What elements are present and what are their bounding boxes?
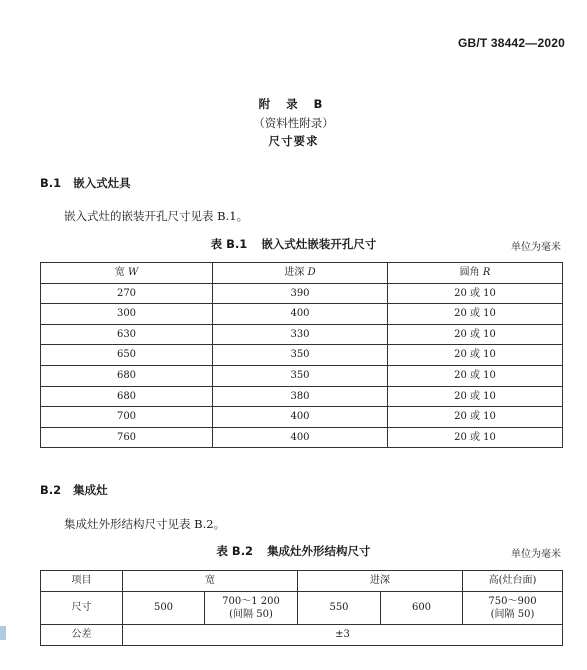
cell-radius: 20 或 10 (388, 365, 563, 386)
cell-depth: 330 (213, 324, 388, 345)
depth-value-1: 550 (298, 592, 381, 625)
height-value: 750～900 (间隔 50) (463, 592, 563, 625)
table-row (41, 365, 563, 386)
cell-width: 680 (41, 365, 213, 386)
cell-radius: 20 或 10 (388, 324, 563, 345)
cell-radius: 20 或 10 (388, 407, 563, 428)
cell-width: 700 (41, 407, 213, 428)
cell-width: 300 (41, 304, 213, 325)
section-b1-title: 嵌入式灶具 (73, 176, 131, 190)
cell-radius: 20 或 10 (388, 386, 563, 407)
cell-depth: 400 (213, 407, 388, 428)
cell-depth: 350 (213, 365, 388, 386)
header-radius: 圆角 R (388, 263, 563, 284)
width-value-1: 500 (123, 592, 205, 625)
table-row (41, 283, 563, 304)
cell-width: 270 (41, 283, 213, 304)
header-width: 宽 W (41, 263, 213, 284)
section-b2-text: 集成灶外形结构尺寸见表 B.2。 (64, 517, 226, 531)
section-b1-heading (40, 175, 131, 191)
header-item: 项目 (41, 571, 123, 592)
table-b2-tolerance-row (41, 625, 563, 646)
table-row (41, 427, 563, 448)
standard-code: GB/T 38442—2020 (457, 36, 565, 50)
table-b2-caption (0, 543, 587, 559)
header-height: 高(灶台面) (463, 571, 563, 592)
depth-value-2: 600 (381, 592, 463, 625)
table-row (41, 304, 563, 325)
table-b1-header-row (41, 263, 563, 284)
cell-radius: 20 或 10 (388, 427, 563, 448)
table-b2-id: 表 B.2 (216, 544, 254, 558)
cell-depth: 380 (213, 386, 388, 407)
table-b2 (40, 570, 563, 646)
cell-radius: 20 或 10 (388, 304, 563, 325)
cell-depth: 400 (213, 427, 388, 448)
cell-width: 630 (41, 324, 213, 345)
table-b2-header-row (41, 571, 563, 592)
cell-width: 760 (41, 427, 213, 448)
table-row (41, 345, 563, 366)
table-b2-title: 集成灶外形结构尺寸 (267, 544, 371, 558)
header-depth: 进深 (298, 571, 463, 592)
table-b2-unit: 单位为毫米 (511, 549, 561, 560)
appendix-name: 尺寸要求 (268, 134, 319, 148)
cell-depth: 400 (213, 304, 388, 325)
section-b2-heading (40, 482, 108, 498)
appendix-note: （资料性附录） (253, 116, 334, 130)
table-row (41, 324, 563, 345)
appendix-title: 附 录 B (258, 97, 329, 111)
side-edge-marker (0, 626, 6, 640)
table-b1 (40, 262, 563, 448)
section-b2-number: B.2 (40, 483, 62, 497)
section-b1-text: 嵌入式灶的嵌装开孔尺寸见表 B.1。 (64, 209, 249, 223)
cell-depth: 350 (213, 345, 388, 366)
size-label: 尺寸 (41, 592, 123, 625)
table-b1-title: 嵌入式灶嵌装开孔尺寸 (261, 237, 377, 251)
tolerance-label: 公差 (41, 625, 123, 646)
cell-width: 680 (41, 386, 213, 407)
cell-radius: 20 或 10 (388, 345, 563, 366)
width-value-2: 700～1 200 (间隔 50) (205, 592, 298, 625)
section-b2-title: 集成灶 (73, 483, 108, 497)
cell-width: 650 (41, 345, 213, 366)
table-row (41, 407, 563, 428)
table-b1-id: 表 B.1 (210, 237, 248, 251)
tolerance-value: ±3 (123, 625, 563, 646)
header-depth: 进深 D (213, 263, 388, 284)
table-row (41, 386, 563, 407)
cell-radius: 20 或 10 (388, 283, 563, 304)
table-b2-size-row (41, 592, 563, 625)
table-b1-unit: 单位为毫米 (511, 242, 561, 253)
cell-depth: 390 (213, 283, 388, 304)
table-b1-caption (0, 236, 587, 252)
header-width: 宽 (123, 571, 298, 592)
section-b1-number: B.1 (40, 176, 62, 190)
